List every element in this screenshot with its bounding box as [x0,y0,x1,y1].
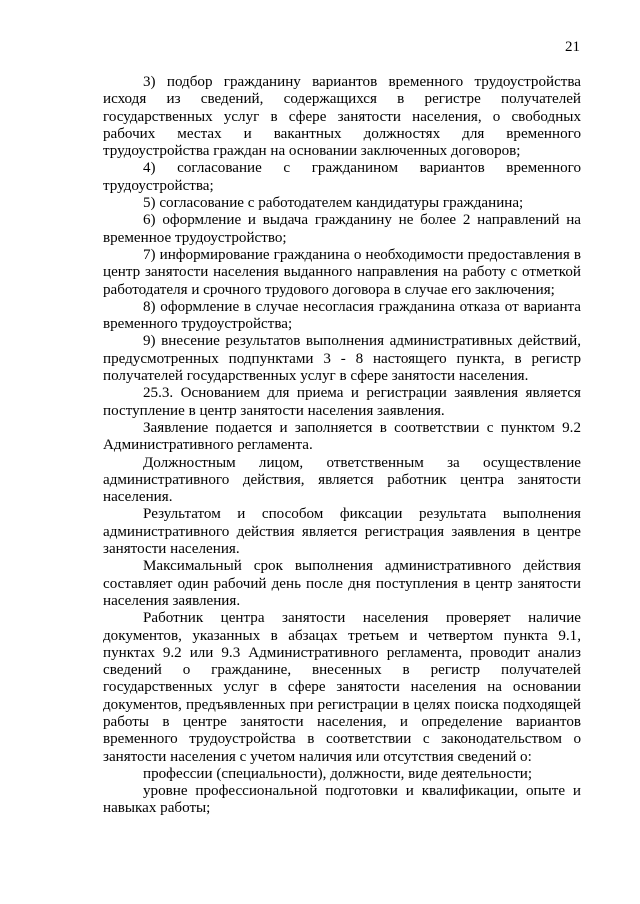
paragraph-profession: профессии (специальности), должности, виде деятельности; [143,765,533,782]
paragraph-item-4: 4) согласование с гражданином вариантов временного трудоустройства; [103,160,581,194]
document-body [103,74,581,818]
paragraph-item-9: 9) внесение результатов выполнения административных действий, предусмотренных подпунктами 3 - 8 настоящего пункта, в регистр получателей государственных услуг в сфере занятости населения. [103,333,581,385]
page-number: 21 [565,39,580,55]
paragraph-application: Заявление подается и заполняется в соответствии с пунктом 9.2 Административного регламента. [103,419,581,454]
paragraph-item-3: 3) подбор гражданину вариантов временного трудоустройства исходя из сведений, содержащихся в регистре получателей государственных услуг в сфере занятости населения, о свободных рабочих местах и вакантных должностях для временного трудоустройства граждан на основании заключенных договоров; [103,74,581,160]
paragraph-item-8: 8) оформление в случае несогласия гражданина отказа от варианта временного трудоустройства; [103,298,581,333]
paragraph-section-25-3: 25.3. Основанием для приема и регистрации заявления является поступление в центр занятости населения заявления. [103,385,581,419]
paragraph-result: Результатом и способом фиксации результата выполнения административного действия является регистрация заявления в центре занятости населения. [103,506,581,558]
paragraph-responsible-official: Должностным лицом, ответственным за осуществление административного действия, является работник центра занятости населения. [103,454,581,506]
paragraph-employee-check: Работник центра занятости населения проверяет наличие документов, указанных в абзацах третьем и четвертом пункта 9.1, пунктах 9.2 или 9.3 Административного регламента, проводит анализ сведений о гражданине, внесенных в регистр получателей государственных услуг в сфере занятости населения на основании документов, предъявленных при регистрации в целях поиска подходящей работы в центре занятости населения, и определение вариантов временного трудоустройства в соответствии с законодательством о занятости населения с учетом наличия или отсутствия сведений о: [103,610,581,765]
paragraph-item-6: 6) оформление и выдача гражданину не более 2 направлений на временное трудоустройство; [103,212,581,246]
paragraph-item-5: 5) согласование с работодателем кандидатуры гражданина; [143,195,524,212]
paragraph-item-7: 7) информирование гражданина о необходимости предоставления в центр занятости населения выданного направления на работу с отметкой работодателя и срочного трудового договора в случае его заключения; [103,246,581,298]
paragraph-max-term: Максимальный срок выполнения административного действия составляет один рабочий день после дня поступления в центр занятости населения заявления. [103,558,581,609]
paragraph-qualification: уровне профессиональной подготовки и квалификации, опыте и навыках работы; [103,783,581,817]
